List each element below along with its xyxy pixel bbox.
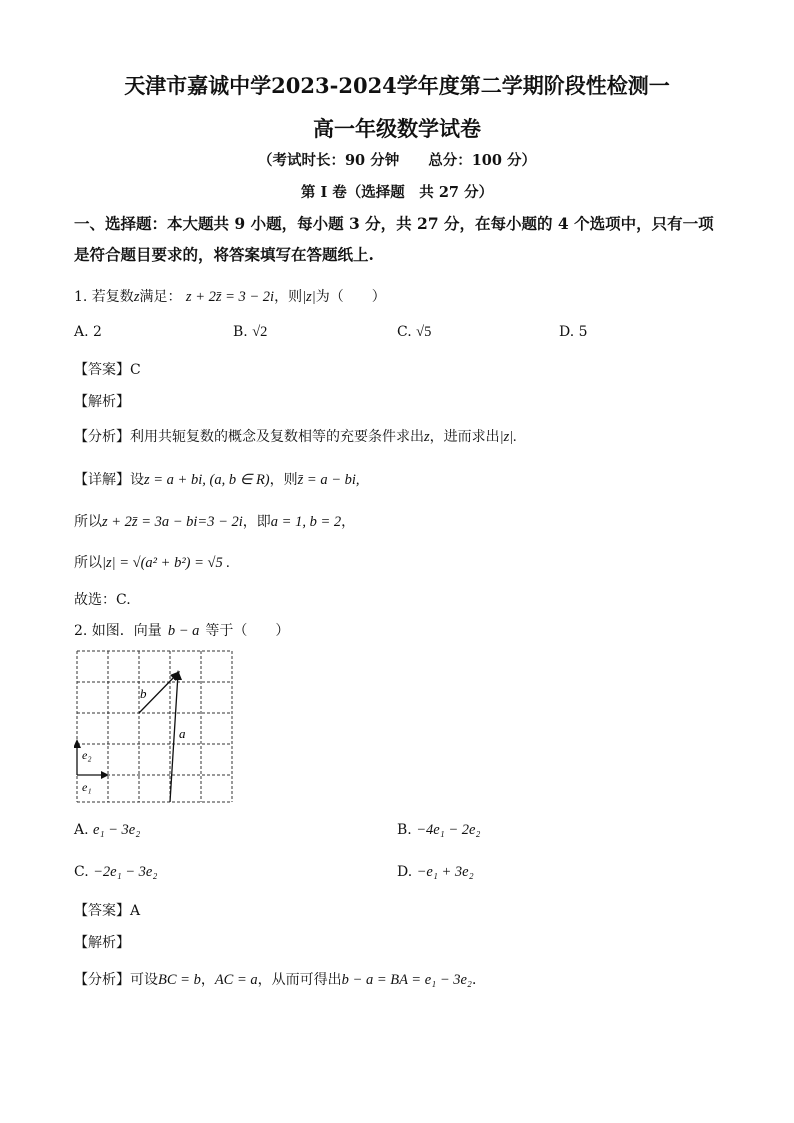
q1-option-c-math: √5 <box>416 324 432 340</box>
q1-var: z <box>133 289 140 305</box>
q1-detail-math: z = a + bi, (a, b ∈ R) <box>144 472 270 488</box>
q1-fenxi-text: 【分析】利用共轭复数的概念及复数相等的充要条件求出 <box>74 429 424 445</box>
q1-detail <box>74 469 360 489</box>
vector-a-line <box>170 674 178 802</box>
q1-prefix: 1. 若复数 <box>74 289 134 305</box>
q2-fenxi-prefix: 【分析】可设 <box>74 972 158 988</box>
q2-prefix: 2. 如图．向量 <box>74 623 162 639</box>
q1-line2-prefix: 所以 <box>74 514 102 530</box>
q1-then: ，则 <box>274 289 303 305</box>
q1-option-d: D. 5 <box>559 324 588 340</box>
q1-option-b-math: √2 <box>252 324 268 340</box>
q1-ask: 为（ ） <box>315 289 386 305</box>
q1-line2-math: z + 2z̄ = 3a − bi=3 − 2i <box>102 514 243 530</box>
grid-lines <box>77 651 232 802</box>
q2-fenxi-sep: ， <box>200 972 215 988</box>
label-e1: e₁ <box>82 780 92 794</box>
q2-option-c-label: C. <box>74 864 89 880</box>
q2-option-d-math: −e₁ + 3e₂ <box>416 864 474 880</box>
section-instructions-line1: 一、选择题：本大题共 9 小题，每小题 3 分，共 27 分，在每小题的 4 个选项中，只有一项 <box>74 214 714 233</box>
exam-info: （考试时长：90 分钟 总分：100 分） <box>257 152 537 169</box>
part-heading: 第 I 卷（选择题 共 27 分） <box>300 184 494 201</box>
label-b: b <box>140 686 147 701</box>
q1-line2-end: ， <box>341 514 356 530</box>
q2-expr: b − a <box>167 623 200 639</box>
q1-detail-math2: z̄ = a − bi, <box>297 472 360 488</box>
q1-fenxi-abs: |z|. <box>499 429 517 445</box>
q2-option-d <box>397 864 474 881</box>
q1-fenxi-mid: ，进而求出 <box>429 429 500 445</box>
q1-option-a: A. 2 <box>74 324 102 340</box>
q1-fenxi-z: z <box>424 429 430 445</box>
q1-detail-then: ，则 <box>269 472 298 488</box>
q1-option-c-label: C. <box>397 324 412 340</box>
q1-option-b <box>233 324 267 341</box>
question-2-stem <box>74 620 289 640</box>
q2-option-d-label: D. <box>397 864 413 880</box>
q2-option-b <box>397 822 480 839</box>
label-e2: e₂ <box>82 748 92 762</box>
q1-equation: z + 2z̄ = 3 − 2i <box>185 289 275 305</box>
q2-option-c-math: −2e₁ − 3e₂ <box>93 864 158 880</box>
q1-choose: 故选：C. <box>74 592 131 608</box>
q2-fenxi-m3: b − a = BA = e₁ − 3e₂ <box>341 972 472 988</box>
q2-fenxi-m2: AC = a <box>214 972 258 988</box>
q1-detail-label: 【详解】设 <box>74 472 144 488</box>
q2-option-a <box>74 822 140 839</box>
q1-analysis-label: 【解析】 <box>74 394 130 410</box>
q1-line3-prefix: 所以 <box>74 555 102 571</box>
question-1-stem <box>74 286 386 306</box>
q2-answer: 【答案】A <box>74 903 141 919</box>
q2-option-b-math: −4e₁ − 2e₂ <box>416 822 481 838</box>
q1-line3-math: |z| = √(a² + b²) = √5 . <box>102 555 230 571</box>
exam-subtitle: 高一年级数学试卷 <box>313 116 481 141</box>
q1-line3 <box>74 552 230 572</box>
q2-fenxi-end: ． <box>471 972 486 988</box>
q2-analysis-label: 【解析】 <box>74 935 130 951</box>
q2-option-b-label: B. <box>397 822 412 838</box>
q1-option-c <box>397 324 431 341</box>
section-instructions-line2: 是符合题目要求的，将答案填写在答题纸上. <box>74 245 374 264</box>
q2-option-c <box>74 864 157 881</box>
q1-line2-math2: a = 1, b = 2 <box>270 514 342 530</box>
vector-grid-figure <box>74 648 236 806</box>
q2-fenxi-m1: BC = b <box>158 972 201 988</box>
q2-ask: 等于（ ） <box>205 623 290 639</box>
q1-option-b-label: B. <box>233 324 248 340</box>
q1-cond: 满足： <box>139 289 182 305</box>
q2-option-a-label: A. <box>74 822 89 838</box>
q2-fenxi-mid: ，从而可得出 <box>257 972 342 988</box>
q1-line2-mid: ，即 <box>242 514 271 530</box>
q1-abs: |z| <box>302 289 316 305</box>
q2-fenxi <box>74 969 486 989</box>
q1-answer: 【答案】C <box>74 362 141 378</box>
q2-option-a-math: e₁ − 3e₂ <box>93 822 141 838</box>
label-a: a <box>179 726 186 741</box>
q1-fenxi <box>74 426 517 446</box>
q1-line2 <box>74 511 355 531</box>
exam-title: 天津市嘉诚中学2023-2024学年度第二学期阶段性检测一 <box>124 73 670 98</box>
